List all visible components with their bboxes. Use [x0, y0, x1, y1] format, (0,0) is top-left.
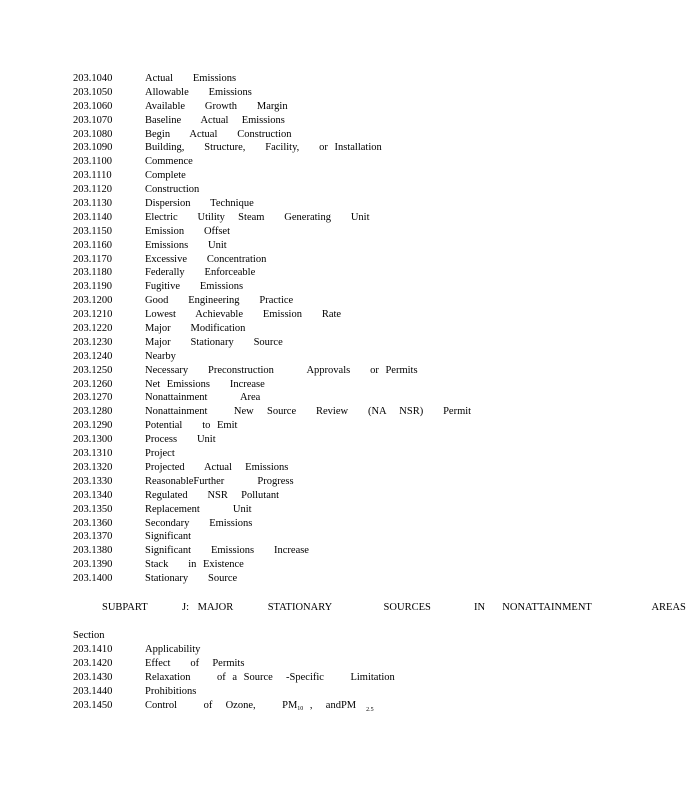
section-title: Regulated NSR Pollutant	[145, 489, 280, 501]
list-item	[73, 503, 593, 517]
section-number: 203.1240	[73, 350, 113, 362]
section-title: Allowable Emissions	[145, 86, 252, 98]
section-title: Potential to Emit	[145, 420, 238, 432]
list-item	[73, 489, 593, 503]
list-item	[73, 350, 593, 364]
definitions-list	[73, 72, 593, 586]
section-number: 203.1270	[73, 392, 113, 404]
section-number: 203.1170	[73, 253, 112, 265]
list-item	[73, 530, 593, 544]
sections-list	[73, 643, 593, 712]
section-title: Stack in Existence	[145, 559, 244, 571]
list-item	[73, 544, 593, 558]
section-number: 203.1450	[73, 699, 113, 711]
section-title: Necessary Preconstruction Approvals or Permits	[145, 364, 418, 376]
list-item	[73, 253, 593, 267]
section-number: 203.1060	[73, 100, 113, 112]
list-item	[73, 197, 593, 211]
section-title: Secondary Emissions	[145, 517, 253, 529]
list-item	[73, 643, 593, 657]
section-number: 203.1070	[73, 114, 113, 126]
subscript: 10	[297, 705, 304, 712]
section-number: 203.1410	[73, 644, 113, 655]
section-title: Construction	[145, 184, 200, 196]
list-item	[73, 475, 593, 489]
section-number: 203.1440	[73, 685, 113, 697]
section-number: 203.1260	[73, 378, 113, 390]
subpart-heading: SUBPART J: MAJOR STATIONARY SOURCES IN NONATTAINMENT AREAS	[102, 602, 686, 613]
section-number: 203.1090	[73, 142, 113, 154]
list-item	[73, 699, 593, 713]
list-item	[73, 657, 593, 671]
list-item	[73, 239, 593, 253]
list-item	[73, 685, 593, 699]
section-number: 203.1400	[73, 573, 113, 585]
section-title: Major Modification	[145, 323, 246, 335]
list-item	[73, 128, 593, 142]
section-title: Nonattainment Area	[145, 392, 261, 404]
section-title: Nearby	[145, 350, 176, 362]
section-title: Good Engineering Practice	[145, 295, 294, 307]
section-title: Process Unit	[145, 434, 216, 446]
section-number: 203.1100	[73, 156, 112, 168]
section-title: Significant	[145, 531, 192, 543]
section-number: 203.1380	[73, 545, 113, 557]
section-title: Dispersion Technique	[145, 198, 254, 210]
section-number: 203.1200	[73, 295, 113, 307]
list-item	[73, 447, 593, 461]
section-number: 203.1370	[73, 531, 113, 543]
list-item	[73, 114, 593, 128]
section-title: Applicability	[145, 644, 201, 655]
list-item	[73, 169, 593, 183]
section-title: Fugitive Emissions	[145, 281, 244, 293]
section-number: 203.1040	[73, 73, 113, 84]
list-item	[73, 364, 593, 378]
list-item	[73, 72, 593, 86]
section-number: 203.1310	[73, 448, 113, 460]
section-title-text: Control of Ozone, PM	[145, 699, 298, 711]
section-title: Project	[145, 448, 175, 460]
list-item	[73, 405, 593, 419]
section-title: Prohibitions	[145, 685, 197, 697]
section-title: Emissions Unit	[145, 239, 227, 251]
section-title: Excessive Concentration	[145, 253, 267, 265]
list-item	[73, 183, 593, 197]
section-number: 203.1130	[73, 198, 112, 210]
section-title: Available Growth Margin	[145, 100, 288, 112]
section-number: 203.1220	[73, 323, 113, 335]
section-title: Net Emissions Increase	[145, 378, 265, 390]
list-item	[73, 517, 593, 531]
section-title: Major Stationary Source	[145, 336, 283, 348]
section-title: ReasonableFurther Progress	[145, 475, 294, 487]
section-number: 203.1300	[73, 434, 113, 446]
section-number: 203.1280	[73, 406, 113, 418]
list-item	[73, 461, 593, 475]
section-number: 203.1350	[73, 503, 113, 515]
list-item	[73, 558, 593, 572]
section-title-text: , andPM	[303, 699, 357, 711]
section-number: 203.1050	[73, 86, 113, 98]
list-item	[73, 391, 593, 405]
section-title: Commence	[145, 156, 193, 168]
section-label: Section	[73, 630, 105, 641]
section-number: 203.1290	[73, 420, 113, 432]
list-item	[73, 225, 593, 239]
section-title: Effect of Permits	[145, 657, 245, 669]
section-number: 203.1420	[73, 657, 113, 669]
list-item	[73, 322, 593, 336]
section-number: 203.1320	[73, 461, 113, 473]
list-item	[73, 280, 593, 294]
section-title: Federally Enforceable	[145, 267, 256, 279]
list-item	[73, 671, 593, 685]
section-title: Begin Actual Construction	[145, 128, 292, 140]
list-item	[73, 378, 593, 392]
section-number: 203.1390	[73, 559, 113, 571]
section-title: Building, Structure, Facility, or Installation	[145, 142, 382, 154]
section-number: 203.1190	[73, 281, 112, 293]
section-title: Emission Offset	[145, 225, 231, 237]
list-item	[73, 86, 593, 100]
subscript: 2.5	[366, 706, 374, 713]
section-number: 203.1110	[73, 170, 112, 182]
list-item	[73, 572, 593, 586]
section-title: Significant Emissions Increase	[145, 545, 309, 557]
section-title: Nonattainment New Source Review (NA NSR) Permit	[145, 406, 472, 418]
section-title: Baseline Actual Emissions	[145, 114, 285, 126]
section-number: 203.1360	[73, 517, 113, 529]
list-item	[73, 336, 593, 350]
section-title: Stationary Source	[145, 573, 238, 585]
section-number: 203.1340	[73, 489, 113, 501]
section-title: Lowest Achievable Emission Rate	[145, 309, 342, 321]
section-number: 203.1140	[73, 211, 112, 223]
list-item	[73, 294, 593, 308]
list-item	[73, 308, 593, 322]
list-item	[73, 155, 593, 169]
section-number: 203.1080	[73, 128, 113, 140]
list-item	[73, 419, 593, 433]
section-title: Replacement Unit	[145, 503, 252, 515]
section-number: 203.1160	[73, 239, 112, 251]
section-title: Complete	[145, 170, 186, 182]
section-number: 203.1120	[73, 184, 112, 196]
section-number: 203.1330	[73, 475, 113, 487]
list-item	[73, 100, 593, 114]
section-title: Electric Utility Steam Generating Unit	[145, 211, 370, 223]
section-number: 203.1210	[73, 309, 113, 321]
section-number: 203.1150	[73, 225, 112, 237]
section-title: Projected Actual Emissions	[145, 461, 289, 473]
section-title	[145, 699, 593, 713]
section-title: Relaxation of a Source -Specific Limitation	[145, 671, 395, 683]
section-number: 203.1250	[73, 364, 113, 376]
list-item	[73, 266, 593, 280]
section-number: 203.1180	[73, 267, 112, 279]
section-number: 203.1230	[73, 336, 113, 348]
list-item	[73, 211, 593, 225]
list-item	[73, 433, 593, 447]
section-number: 203.1430	[73, 671, 113, 683]
list-item	[73, 141, 593, 155]
section-title: Actual Emissions	[145, 73, 237, 84]
